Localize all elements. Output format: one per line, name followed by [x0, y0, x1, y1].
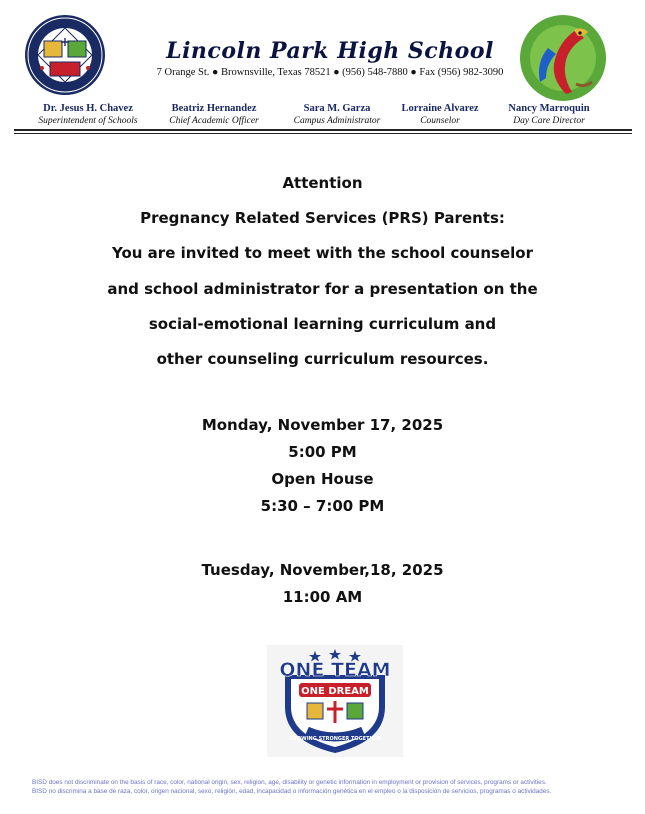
- one-team-one-dream-logo: [267, 645, 403, 757]
- event-schedule: [60, 412, 585, 611]
- staff-name: Lorraine Alvarez: [401, 103, 479, 114]
- event-date: Monday, November 17, 2025: [201, 416, 444, 434]
- staff-day-care-director: [494, 103, 604, 127]
- event-time: 5:00 PM: [288, 443, 357, 461]
- logo-line-one-dream: ONE DREAM: [301, 686, 369, 697]
- logo-tagline: GROWING STRONGER TOGETHER: [288, 736, 382, 742]
- event-label: Open House: [271, 470, 374, 488]
- staff-title: Day Care Director: [513, 116, 585, 126]
- staff-counselor: [385, 103, 495, 127]
- event-time: 11:00 AM: [282, 588, 363, 606]
- staff-superintendent: [24, 103, 152, 127]
- parrot-logo: [518, 12, 608, 104]
- staff-chief-academic-officer: [152, 103, 276, 127]
- notice-line: Pregnancy Related Services (PRS) Parents:: [140, 209, 505, 228]
- staff-name: Nancy Marroquin: [508, 103, 590, 114]
- staff-title: Campus Administrator: [293, 116, 381, 126]
- logo-line-one-team: ONE TEAM: [279, 659, 391, 681]
- staff-name: Sara M. Garza: [303, 103, 371, 114]
- staff-campus-administrator: [276, 103, 398, 127]
- event-date: Tuesday, November,18, 2025: [201, 561, 444, 579]
- nondiscrimination-footer: [32, 779, 632, 796]
- notice-line: and school administrator for a presentation on the: [107, 279, 538, 298]
- header-divider-thin: [14, 133, 632, 134]
- school-name: Lincoln Park High School: [166, 38, 494, 64]
- event-time-range: 5:30 – 7:00 PM: [260, 497, 385, 515]
- notice-line: other counseling curriculum resources.: [156, 350, 489, 369]
- footer-english: BISD does not discriminate on the basis of race, color, national origin, sex, religion, age, disability or genetic information in employment or provision of services, programs or activities.: [32, 779, 547, 786]
- notice-line: social-emotional learning curriculum and: [148, 314, 497, 333]
- staff-name: Beatriz Hernandez: [171, 103, 257, 114]
- notice-line: You are invited to meet with the school counselor: [111, 244, 533, 263]
- staff-title: Superintendent of Schools: [38, 116, 138, 126]
- notice-body: [60, 166, 585, 377]
- staff-name: Dr. Jesus H. Chavez: [43, 103, 133, 114]
- footer-spanish: BISD no discrimina a base de raza, color, origen nacional, sexo, religión, edad, incapacidad o información genética en el empleo o la disposición de servicios, programas o actividades.: [32, 787, 552, 795]
- notice-line: Attention: [282, 174, 363, 192]
- staff-title: Chief Academic Officer: [169, 116, 259, 126]
- school-address: 7 Orange St. ● Brownsville, Texas 78521 ● (956) 548-7880 ● Fax (956) 982-3090: [156, 67, 504, 78]
- district-seal: [22, 14, 108, 96]
- header-divider: [14, 129, 632, 131]
- staff-title: Counselor: [420, 116, 460, 126]
